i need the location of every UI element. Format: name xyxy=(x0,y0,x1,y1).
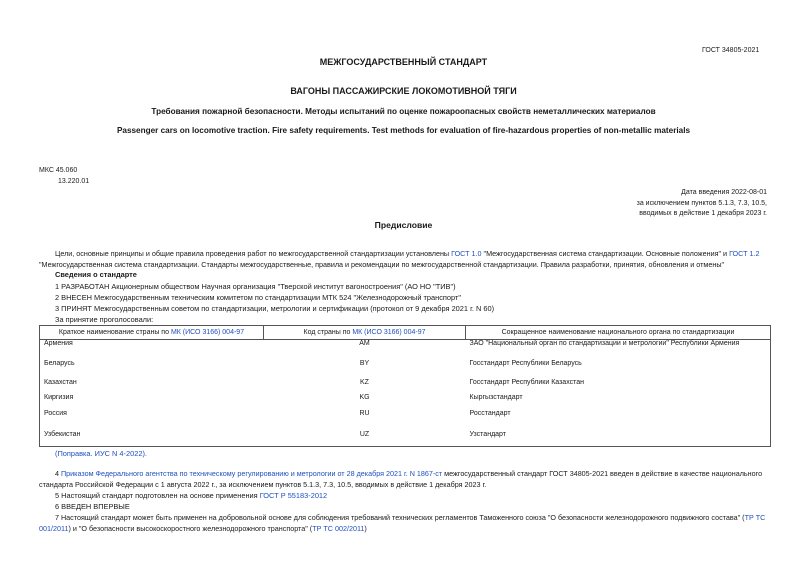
subtitle-english: Passenger cars on locomotive traction. Fire safety requirements. Test methods for evaluation of fire-hazardous properties of non-metallic materials xyxy=(116,126,691,135)
voting-countries-table xyxy=(39,325,771,447)
standard-info-heading: Сведения о стандарте xyxy=(55,270,137,279)
column-header-body: Сокращенное наименование национального органа по стандартизации xyxy=(466,326,771,340)
intro-date-exception: за исключением пунктов 5.1.3, 7.3, 10.5, xyxy=(636,200,767,207)
paragraph-text: "Межгосударственная система стандартизации. Стандарты межгосударственные, правила и рекомендации по межгосударственной стандартизации. Правила разработки, принятия, обновления и отмены" xyxy=(39,259,725,269)
column-header-code: Код страны по МК (ИСО 3166) 004-97 xyxy=(264,326,466,340)
foreword-title: Предисловие xyxy=(374,220,433,230)
gost-1-0-link[interactable]: ГОСТ 1.0 xyxy=(451,249,482,258)
item-3-adopted: 3 ПРИНЯТ Межгосударственным советом по стандартизации, метрологии и сертификации (протокол от 9 декабря 2021 г. N 60) xyxy=(55,304,495,313)
standard-code: ГОСТ 34805-2021 xyxy=(702,47,760,54)
code-cell: BY xyxy=(359,359,370,367)
code-cell: UZ xyxy=(359,430,370,438)
table-row xyxy=(40,340,771,360)
paragraph-text: межгосударственный стандарт ГОСТ 34805-2021 введен в действие в качестве национального стандарта Российской Федерации с 1 августа 2022 г., за исключением пунктов 5.1.3, 7.3, 10.5, вводимых в действие 1 декабря 2023 г. xyxy=(39,469,763,489)
body-cell: Кыргызстандарт xyxy=(469,393,523,401)
gost-r-55183-link[interactable]: ГОСТ Р 55183-2012 xyxy=(259,491,328,500)
body-cell: Узстандарт xyxy=(469,430,506,438)
item-1-developed: 1 РАЗРАБОТАН Акционерным обществом Научная организация "Тверской институт вагоностроения" (АО НО "ТИВ") xyxy=(55,282,456,291)
table-header-row xyxy=(40,326,771,340)
body-cell: Росстандарт xyxy=(469,409,511,417)
body-cell: Госстандарт Республики Казахстан xyxy=(469,378,585,386)
country-cell: Казахстан xyxy=(44,378,77,386)
tr-ts-001-link[interactable]: ТР ТС 001/2011 xyxy=(39,513,766,533)
country-cell: Узбекистан xyxy=(44,430,81,438)
item-4-order xyxy=(39,469,771,490)
paragraph-text: "Межгосударственная система стандартизации. Основные положения" и xyxy=(481,249,730,258)
table-row xyxy=(40,394,771,410)
paragraph-text: 4 xyxy=(55,469,61,478)
body-cell: ЗАО "Национальный орган по стандартизации и метрологии" Республики Армения xyxy=(469,340,740,347)
country-cell: Армения xyxy=(44,340,73,347)
country-cell: Киргизия xyxy=(44,393,74,401)
table-row xyxy=(40,379,771,394)
table-row xyxy=(40,360,771,379)
mks-code-1: МКС 45.060 xyxy=(39,167,78,174)
subtitle-russian: Требования пожарной безопасности. Методы испытаний по оценке пожароопасных свойств неметаллических материалов xyxy=(151,107,656,116)
country-cell: Россия xyxy=(44,409,67,417)
intro-date: Дата введения 2022-08-01 xyxy=(681,189,767,196)
table-row xyxy=(40,431,771,447)
paragraph-text: 7 Настоящий стандарт может быть применен на добровольной основе для соблюдения требований технических регламентов Таможенного союза "О безопасности железнодорожного подвижного состава" ( xyxy=(55,513,745,522)
code-cell: RU xyxy=(359,409,370,417)
code-cell: KG xyxy=(359,393,370,401)
amendment-link[interactable]: (Поправка. ИУС N 4-2022). xyxy=(55,449,147,458)
item-5-basis: 5 Настоящий стандарт подготовлен на основе применения ГОСТ Р 55183-2012 xyxy=(55,491,328,500)
order-link[interactable]: Приказом Федерального агентства по техническому регулированию и метрологии от 28 декабря 2021 г. N 1867-ст xyxy=(61,469,443,478)
paragraph-text: Цели, основные принципы и общие правила проведения работ по межгосударственной стандартизации установлены xyxy=(55,249,452,258)
document-title: ВАГОНЫ ПАССАЖИРСКИЕ ЛОКОМОТИВНОЙ ТЯГИ xyxy=(290,86,517,96)
column-header-country: Краткое наименование страны по МК (ИСО 3166) 004-97 xyxy=(40,326,264,340)
document-type-heading: МЕЖГОСУДАРСТВЕННЫЙ СТАНДАРТ xyxy=(319,57,488,67)
voted-label: За принятие проголосовали: xyxy=(55,315,154,324)
code-cell: KZ xyxy=(360,378,369,386)
code-cell: AM xyxy=(359,340,370,347)
foreword-paragraph-1 xyxy=(39,249,771,270)
paragraph-text: ) xyxy=(364,523,367,533)
item-6-first-introduced: 6 ВВЕДЕН ВПЕРВЫЕ xyxy=(55,502,130,511)
body-cell: Госстандарт Республики Беларусь xyxy=(469,359,582,367)
item-2-submitted: 2 ВНЕСЕН Межгосударственным техническим комитетом по стандартизации МТК 524 "Железнодорожный транспорт" xyxy=(55,293,461,302)
intro-date-exception-date: вводимых в действие 1 декабря 2023 г. xyxy=(639,210,767,217)
mks-code-2: 13.220.01 xyxy=(58,178,90,185)
item-7-application xyxy=(39,513,771,534)
table-row xyxy=(40,410,771,431)
paragraph-text: ) и "О безопасности высокоскоростного железнодорожного транспорта" ( xyxy=(68,523,313,533)
mk-iso-3166-link[interactable]: МК (ИСО 3166) 004-97 xyxy=(170,329,245,336)
mk-iso-3166-link[interactable]: МК (ИСО 3166) 004-97 xyxy=(352,329,426,336)
tr-ts-002-link[interactable]: ТР ТС 002/2011 xyxy=(312,523,365,533)
country-cell: Беларусь xyxy=(44,359,75,367)
gost-1-2-link[interactable]: ГОСТ 1.2 xyxy=(729,249,760,258)
